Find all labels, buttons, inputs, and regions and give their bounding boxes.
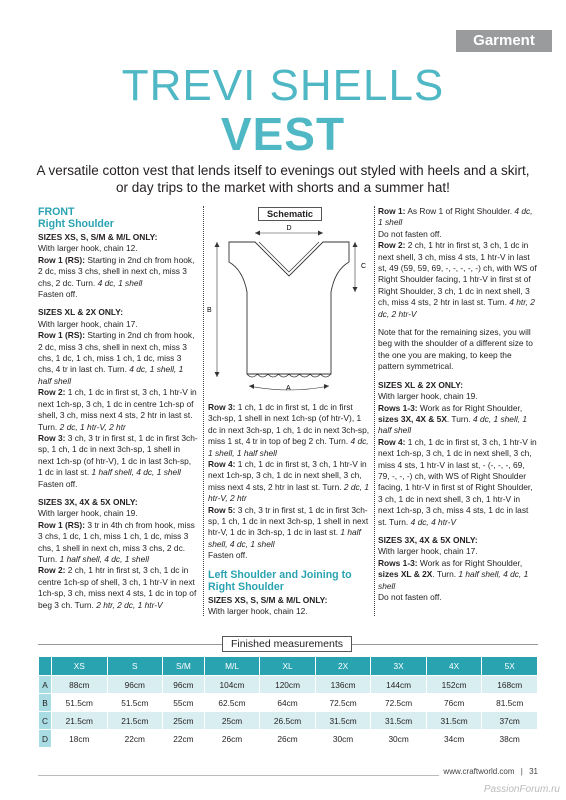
column-divider-right xyxy=(374,206,375,616)
table-cell: 25cm xyxy=(205,712,260,729)
arrow-right-icon xyxy=(324,384,329,389)
table-cell: 96cm xyxy=(163,676,204,693)
stitch-count: 4 dc, 1 shell xyxy=(97,277,143,288)
table-cell: 152cm xyxy=(427,676,482,693)
stitch-count: 4 htr, 2 dc, 2 htr-V xyxy=(378,297,535,319)
column-header: 3X xyxy=(371,657,426,675)
table-cell: 96cm xyxy=(108,676,163,693)
table-cell: 30cm xyxy=(371,730,426,747)
dim-b-label: B xyxy=(207,307,212,314)
table-cell: 21.5cm xyxy=(108,712,163,729)
measurements-table xyxy=(38,656,538,748)
row-text: 1 ch, 1 dc in first st, 3 ch, 1 htr-V in next 1ch-sp, 3 ch, 1 dc in next shell, 3 ch, miss next 4 sts, 2 htr in last st. Turn. xyxy=(208,459,367,492)
hook-text: With larger hook, chain 12. xyxy=(38,243,138,254)
table-cell: 22cm xyxy=(108,730,163,747)
table-cell: 51.5cm xyxy=(108,694,163,711)
row-label: Row 3: xyxy=(208,402,236,412)
arrow-up-icon xyxy=(215,242,220,247)
page-number: 31 xyxy=(529,767,538,776)
arrow-right-icon xyxy=(318,231,323,236)
arrow-up-icon xyxy=(353,242,358,247)
hook-text: With larger hook, chain 12. xyxy=(208,606,308,617)
row-label: Rows 1-3: xyxy=(378,402,418,413)
table-row xyxy=(39,712,537,729)
stitch-count: 4 dc, 1 shell xyxy=(378,206,533,228)
fasten-text: Fasten off. xyxy=(208,550,248,561)
sizes-3x-5x-left-block xyxy=(378,535,538,603)
table-cell: 22cm xyxy=(163,730,204,747)
row-text: Work as for Right Shoulder, xyxy=(419,557,523,568)
sizes-xs-ml-block xyxy=(38,232,198,300)
right-shoulder-heading: Right Shoulder xyxy=(38,218,114,230)
page-title-line2: VEST xyxy=(220,108,346,160)
table-cell: 136cm xyxy=(316,676,371,693)
stitch-count: 1 half shell, 4 dc, 1 shell xyxy=(59,553,149,564)
fasten-text: Fasten off. xyxy=(38,289,78,300)
row-header: C xyxy=(39,712,51,729)
no-fasten-text: Do not fasten off. xyxy=(378,228,442,239)
column-header: 4X xyxy=(427,657,482,675)
table-cell: 72.5cm xyxy=(316,694,371,711)
table-cell: 64cm xyxy=(260,694,315,711)
size-title: SIZES 3X, 4X & 5X ONLY: xyxy=(38,496,138,507)
arrow-down-icon xyxy=(215,372,220,377)
hook-text: With larger hook, chain 19. xyxy=(378,391,478,402)
row-header: B xyxy=(39,694,51,711)
row-text: . Turn. xyxy=(446,413,471,424)
table-cell: 34cm xyxy=(427,730,482,747)
schematic-label: Schematic xyxy=(258,207,322,221)
row-label: Row 5: xyxy=(208,504,236,515)
row-text: 2 ch, 1 htr in first st, 3 ch, 1 dc in next shell, 3 ch, miss 4 sts, 1 htr-V in last st, 49 (59, 59, 69, -, -, -, -, -) ch, with WS of Right Shoulder facing, 1 htr-V in first st of Right Shoulder, 3 ch, 1 dc in next shell, 3 ch, miss 4 sts, 2 htr in last st. Turn. xyxy=(378,240,537,308)
stitch-count: 4 dc, 1 shell, 1 half shell xyxy=(378,413,527,436)
stitch-count: 2 dc, 1 htr-V, 2 htr xyxy=(208,481,370,504)
page-footer xyxy=(439,767,538,776)
size-ref: sizes XL & 2X xyxy=(378,569,433,580)
table-row xyxy=(39,694,537,711)
front-heading: FRONT xyxy=(38,206,75,218)
row-text: As Row 1 of Right Shoulder. xyxy=(407,206,513,216)
footer-separator: | xyxy=(520,767,523,776)
table-cell: 25cm xyxy=(163,712,204,729)
dim-c-label: C xyxy=(361,263,367,270)
hook-text: With larger hook, chain 19. xyxy=(38,508,138,519)
stitch-count: 4 dc, 1 shell, 1 half shell xyxy=(38,364,184,386)
column-header: S xyxy=(108,657,163,675)
sizes-3x-5x-block xyxy=(38,497,198,611)
table-cell: 21.5cm xyxy=(52,712,107,729)
size-title: SIZES XS, S, S/M & M/L ONLY: xyxy=(38,232,158,242)
site-url: www.craftworld.com xyxy=(443,767,515,776)
column-header: S/M xyxy=(163,657,204,675)
table-cell: 81.5cm xyxy=(482,694,537,711)
size-title: SIZES 3X, 4X & 5X ONLY: xyxy=(378,534,478,545)
row-label: Row 4: xyxy=(378,436,406,447)
dim-a-label: A xyxy=(286,385,291,392)
vest-outline xyxy=(229,242,349,374)
sizes-xl-2x-left-block xyxy=(378,380,538,528)
arrow-down-icon xyxy=(353,287,358,292)
column-header: XS xyxy=(52,657,107,675)
size-title: SIZES XL & 2X ONLY: xyxy=(378,379,464,390)
stitch-count: 4 dc, 1 shell, 1 half shell xyxy=(208,436,369,458)
row-text: 2 ch, 1 htr in first st, 3 ch, 1 dc in centre 1ch-sp of shell, 3 ch, 1 htr-V in next 1ch-sp, 3 ch, miss next 4 sts, 1 dc in top of beg 3 ch. Turn. xyxy=(38,565,197,610)
table-cell: 18cm xyxy=(52,730,107,747)
column-header xyxy=(39,657,51,675)
hook-text: With larger hook, chain 17. xyxy=(378,546,478,557)
arrow-left-icon xyxy=(249,384,254,389)
front-column xyxy=(38,206,198,618)
fasten-text: Fasten off. xyxy=(38,478,78,489)
row-label: Row 4: xyxy=(208,459,236,470)
table-cell: 76cm xyxy=(427,694,482,711)
table-cell: 168cm xyxy=(482,676,537,693)
row-label: Rows 1-3: xyxy=(378,557,418,568)
stitch-count: 1 half shell, 4 dc, 1 shell xyxy=(378,569,529,591)
row-text: 1 ch, 1 dc in first st, 1 dc in first 3ch-sp, 1 shell in next 1ch-sp (of htr-V), 1 dc in next 3ch-sp, 1 ch, 1 dc in next 3ch-sp, miss 1 st, 4 tr in top of beg 2 ch. Turn. xyxy=(208,402,370,447)
watermark: PassionForum.ru xyxy=(483,784,560,795)
table-row xyxy=(39,676,537,693)
neckline-trim xyxy=(259,242,319,272)
table-cell: 72.5cm xyxy=(371,694,426,711)
page-title-line1: TREVI SHELLS xyxy=(121,61,445,110)
table-header-row xyxy=(39,657,537,675)
no-fasten-text: Do not fasten off. xyxy=(378,592,442,602)
column-header: 5X xyxy=(482,657,537,675)
table-cell: 30cm xyxy=(316,730,371,747)
row-label: Row 3: xyxy=(38,432,66,443)
schematic-diagram xyxy=(205,222,373,398)
stitch-count: 2 dc, 1 htr-V, 2 htr xyxy=(59,421,126,432)
size-ref: sizes 3X, 4X & 5X xyxy=(378,413,447,424)
intro-text: A versatile cotton vest that lends itself to evenings out styled with heels and a skirt, or day trips to the market with shorts and a summer hat! xyxy=(36,163,530,195)
column-header: XL xyxy=(260,657,315,675)
row-header: A xyxy=(39,676,51,693)
table-cell: 31.5cm xyxy=(371,712,426,729)
row-label: Row 2: xyxy=(38,565,66,576)
table-cell: 51.5cm xyxy=(52,694,107,711)
row-label: Row 1: xyxy=(378,206,406,216)
section-tab-garment: Garment xyxy=(456,30,552,52)
row-text: 3 ch, 3 tr in first st, 1 dc in first 3ch-sp, 1 ch, 1 dc in next 3ch-sp, 1 shell in next 1ch-sp (of htr-V), 1 dc in last 3ch-sp, 1 dc in last st. xyxy=(38,432,198,478)
dim-d-label: D xyxy=(286,225,292,232)
row-text: Starting in 2nd ch from hook, 2 dc, miss 3 chs, shell in next ch, miss 3 chs, 1 dc, 1 ch, miss 1 ch, 1 dc, miss 3 chs, 4 tr in last ch. Turn. xyxy=(38,330,195,375)
size-title: SIZES XL & 2X ONLY: xyxy=(38,307,124,318)
table-cell: 62.5cm xyxy=(205,694,260,711)
row-text: 3 tr in 4th ch from hook, miss 3 chs, 1 dc, 1 ch, miss 1 ch, 1 dc, miss 3 chs, 1 shell in next ch, miss 3 chs, 2 dc. Turn. xyxy=(38,519,195,564)
table-cell: 31.5cm xyxy=(316,712,371,729)
row-text: . Turn. xyxy=(432,569,457,580)
table-row xyxy=(39,730,537,747)
row-text: 1 ch, 1 dc in first st, 3 ch, 1 htr-V in next 1ch-sp, 3 ch, 1 dc in next shell, 3 ch, miss 4 sts, 1 htr-V in last st, - (-, -, -, 69, 79, -, -, -) ch, with WS of Right Shoulder facing, 1 htr-V in first st of Right Shoulder, 3 ch, 1 dc in next shell, 3 ch, 1 htr-V in next 1ch-sp, 3 ch, miss 4 sts, 1 dc in last st. Turn. xyxy=(378,436,537,527)
stitch-count: 4 dc, 4 htr-V xyxy=(410,516,457,527)
row-label: Row 1 (RS): xyxy=(38,330,85,341)
left-rows-block xyxy=(378,206,538,320)
row-header: D xyxy=(39,730,51,747)
table-cell: 26.5cm xyxy=(260,712,315,729)
stitch-count: 1 half shell, 4 dc, 1 shell xyxy=(91,467,181,478)
row-label: Row 2: xyxy=(38,387,66,398)
row-text: Starting in 2nd ch from hook, 2 dc, miss 3 chs, shell in next ch, miss 3 chs, 2 dc. Turn. xyxy=(38,254,195,288)
row-label: Row 1 (RS): xyxy=(38,519,85,530)
table-cell: 26cm xyxy=(205,730,260,747)
table-cell: 26cm xyxy=(260,730,315,747)
table-cell: 31.5cm xyxy=(427,712,482,729)
arrow-left-icon xyxy=(255,231,260,236)
shell-border xyxy=(247,374,331,377)
sizes-xl-2x-block xyxy=(38,307,198,490)
table-cell: 38cm xyxy=(482,730,537,747)
rows-continued-block xyxy=(208,402,370,562)
table-cell: 88cm xyxy=(52,676,107,693)
table-cell: 37cm xyxy=(482,712,537,729)
row-label: Row 1 (RS): xyxy=(38,254,85,265)
table-cell: 120cm xyxy=(260,676,315,693)
hook-text: With larger hook, chain 17. xyxy=(38,318,138,329)
stitch-count: 1 half shell, 4 dc, 1 shell xyxy=(208,527,361,549)
stitch-count: 2 htr, 2 dc, 1 htr-V xyxy=(96,599,163,610)
column-header: M/L xyxy=(205,657,260,675)
column-header: 2X xyxy=(316,657,371,675)
note-text: Note that for the remaining sizes, you will beg with the shoulder of a different size to the one you are making, to keep the pattern symmetrical. xyxy=(378,327,533,372)
column-divider-left xyxy=(203,206,204,616)
left-shoulder-heading: Left Shoulder and Joining to Right Shoulder xyxy=(208,568,352,593)
row-text: 3 ch, 3 tr in first st, 1 dc in first 3ch-sp, 1 ch, 1 dc in next 3ch-sp, 1 shell in next htr-V, 1 dc in 3ch-sp, 1 dc in last st. xyxy=(208,504,369,538)
table-cell: 55cm xyxy=(163,694,204,711)
row-text: Work as for Right Shoulder, xyxy=(419,402,523,413)
middle-column xyxy=(208,402,370,625)
row-label: Row 2: xyxy=(378,240,406,251)
left-shoulder-block xyxy=(208,595,370,618)
table-cell: 144cm xyxy=(371,676,426,693)
measurements-title: Finished measurements xyxy=(222,636,352,652)
row-text: 1 ch, 1 dc in first st, 3 ch, 1 htr-V in next 1ch-sp, 3 ch, 1 dc in centre 1ch-sp of shell, 3 ch, miss next 4 sts, 2 htr in last st. Turn. xyxy=(38,387,197,432)
size-title: SIZES XS, S, S/M & M/L ONLY: xyxy=(208,594,328,605)
table-cell: 104cm xyxy=(205,676,260,693)
right-column xyxy=(378,206,538,610)
